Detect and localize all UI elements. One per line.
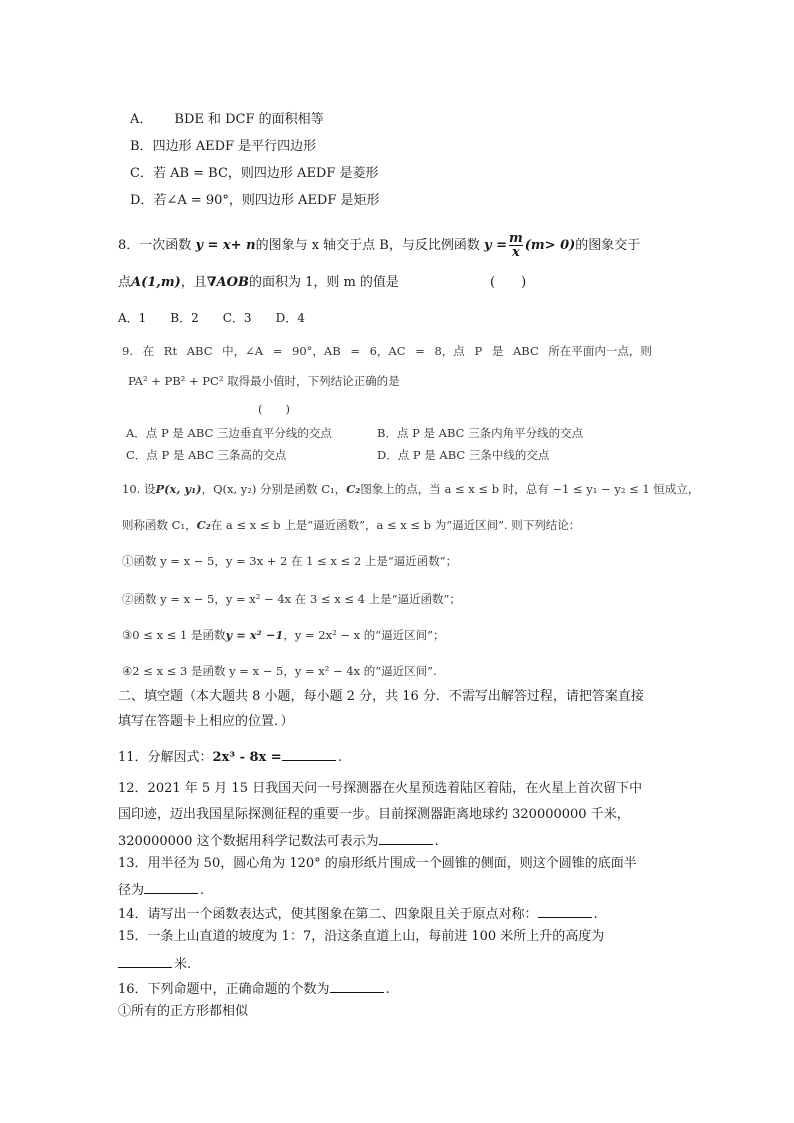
q9-option-a: A．点 P 是 ABC 三边垂直平分线的交点 — [126, 426, 332, 440]
q13-answer-blank[interactable] — [144, 879, 198, 894]
q8-fraction: $\frac{m}{x}$ — [508, 231, 523, 260]
q9-option-c: C．点 P 是 ABC 三条高的交点 — [126, 448, 287, 462]
q8-choices: A．1 B．2 C．3 D．4 — [118, 311, 305, 325]
q16: 16．下列命题中，正确命题的个数为 . — [118, 978, 390, 999]
q9-answer-paren: ( ) — [258, 402, 290, 416]
q7-option-c: C．若 AB = BC，则四边形 AEDF 是菱形 — [130, 166, 379, 181]
q7-option-b: B．四边形 AEDF 是平行四边形 — [130, 139, 317, 154]
q9-line1: 9. 在 Rt ABC 中，∠A = 90°，AB = 6，AC = 8，点 P 是 ABC 所在平面内一点，则 — [122, 344, 652, 358]
q8-line2: 点A(1,m)，且∇AOB的面积为 1，则 m 的值是 — [118, 275, 399, 290]
q8-answer-paren: ( ) — [490, 275, 527, 290]
q9-option-b: B．点 P 是 ABC 三条内角平分线的交点 — [377, 426, 584, 440]
section2-heading-line1: 二、填空题（本大题共 8 小题，每小题 2 分，共 16 分．不需写出解答过程，请把答案直接 — [118, 689, 644, 704]
section2-heading-line2: 填写在答题卡上相应的位置．） — [118, 714, 294, 729]
q13-line1: 13．用半径为 50，圆心角为 120° 的扇形纸片围成一个圆锥的侧面，则这个圆锥的底面半 — [118, 856, 637, 871]
q10-statement-4: ④2 ≤ x ≤ 3 是函数 y = x − 5，y = x² − 4x 的“逼近区间”. — [122, 664, 437, 678]
q9-line2: PA² + PB² + PC² 取得最小值时，下列结论正确的是 — [128, 374, 400, 388]
q10-statement-1: ①函数 y = x − 5，y = 3x + 2 在 1 ≤ x ≤ 2 上是“逼近函数”； — [122, 554, 458, 568]
q9-option-d: D．点 P 是 ABC 三条中线的交点 — [377, 448, 550, 462]
q16-statement-1: ①所有的正方形都相似 — [118, 1004, 249, 1019]
q10-statement-3: ③0 ≤ x ≤ 1 是函数y = x² −1，y = 2x² − x 的“逼近区间”； — [122, 628, 445, 642]
q10-statement-2: ②函数 y = x − 5，y = x² − 4x 在 3 ≤ x ≤ 4 上是“逼近函数”； — [122, 592, 461, 606]
q14: 14．请写出一个函数表达式，使其图象在第二、四象限且关于原点对称： . — [118, 903, 598, 924]
q11-answer-blank[interactable] — [282, 746, 336, 761]
q15-line1: 15．一条上山直道的坡度为 1：7，沿这条直道上山，每前进 100 米所上升的高度为 — [118, 929, 605, 944]
q14-answer-blank[interactable] — [538, 903, 592, 918]
q8-line1: 8．一次函数 y = x+ n的图象与 x 轴交于点 B，与反比例函数 y = $\frac{m}{x}$ (m> 0)的图象交于 — [118, 231, 641, 260]
q7-option-d: D．若∠A = 90°，则四边形 AEDF 是矩形 — [130, 193, 380, 208]
q11: 11．分解因式：2x³ - 8x = . — [118, 746, 342, 767]
q16-answer-blank[interactable] — [330, 978, 384, 993]
q7-option-a: A． BDE 和 DCF 的面积相等 — [130, 112, 324, 127]
q10-line1: 10. 设P(x, y₁)，Q(x, y₂) 分别是函数 C₁，C₂图象上的点，当 a ≤ x ≤ b 时，总有 −1 ≤ y₁ − y₂ ≤ 1 恒成立， — [122, 482, 700, 496]
q12-line1: 12．2021 年 5 月 15 日我国天问一号探测器在火星预选着陆区着陆，在火星上首次留下中 — [118, 781, 643, 796]
q8-linear-function: y = x+ n — [195, 238, 256, 253]
q12-answer-blank[interactable] — [379, 830, 433, 845]
q15-answer-blank[interactable] — [118, 953, 172, 968]
q12-line3: 320000000 这个数据用科学记数法可表示为 . — [118, 830, 439, 851]
q10-line2: 则称函数 C₁，C₂在 a ≤ x ≤ b 上是“逼近函数”，a ≤ x ≤ b 为“逼近区间”. 则下列结论： — [122, 518, 581, 532]
q13-line2: 径为 . — [118, 879, 204, 900]
q12-line2: 国印迹，迈出我国星际探测征程的重要一步。目前探测器距离地球约 320000000 千米， — [118, 807, 630, 822]
q15-line2: 米. — [118, 953, 191, 974]
